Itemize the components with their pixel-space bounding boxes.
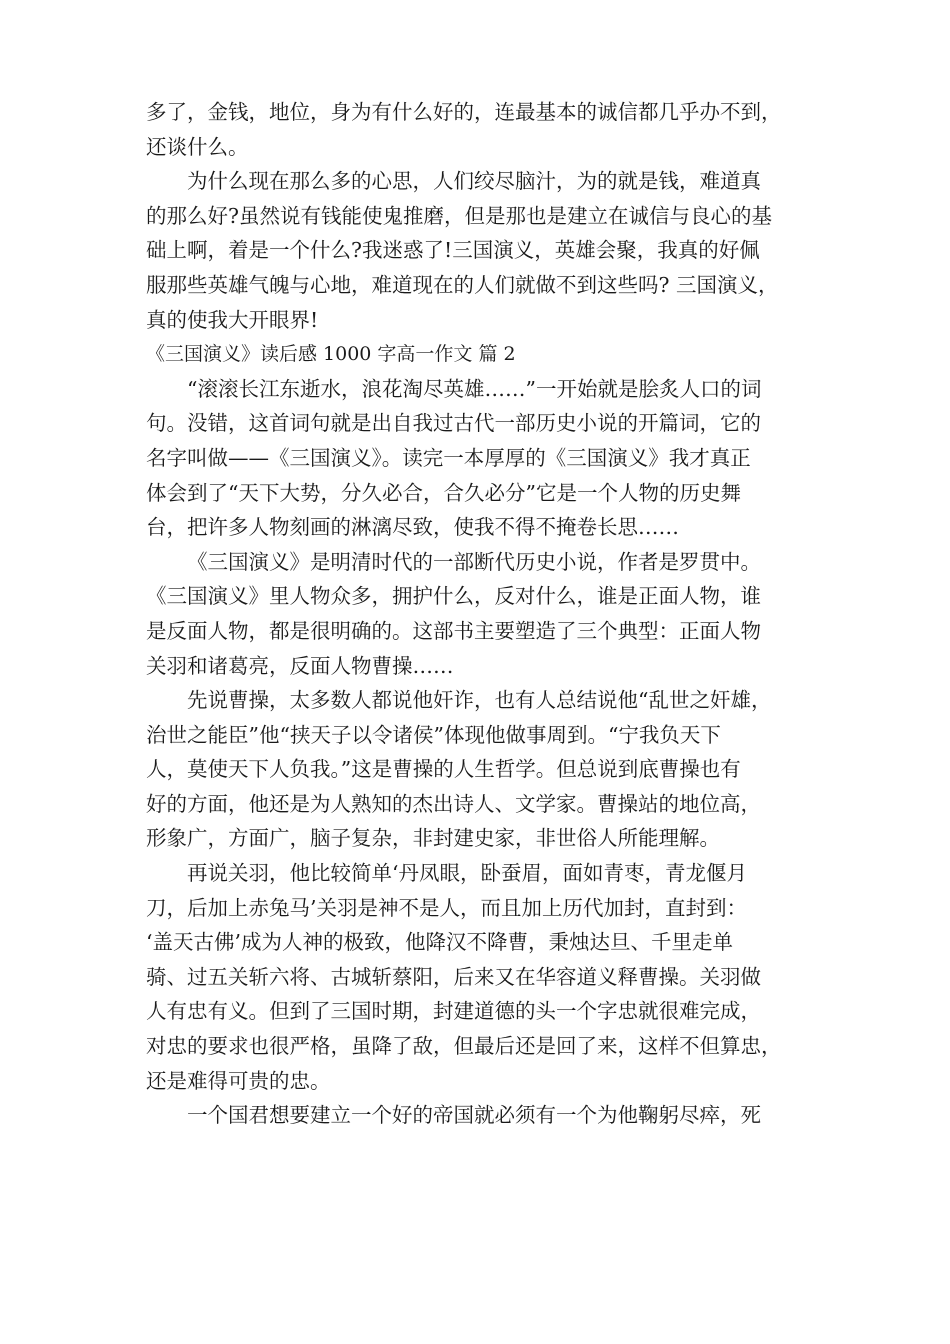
document-body [146, 95, 826, 1133]
text-line: 础上啊，着是一个什么?我迷惑了!三国演义，英雄会聚，我真的好佩 [146, 238, 760, 263]
text-line: 人，莫使天下人负我。”这是曹操的人生哲学。但总说到底曹操也有 [146, 757, 741, 782]
text-line: 的那么好?虽然说有钱能使鬼推磨，但是那也是建立在诚信与良心的基 [146, 203, 772, 228]
text-line: 好的方面，他还是为人熟知的杰出诗人、文学家。曹操站的地位高， [146, 791, 761, 816]
text-line: 服那些英雄气魄与心地，难道现在的人们就做不到这些吗? 三国演义， [146, 272, 779, 297]
section-heading: 《三国演义》读后感 1000 字高一作文 篇 2 [146, 343, 516, 366]
text-line: 先说曹操，太多数人都说他奸诈，也有人总结说他“乱世之奸雄， [187, 688, 772, 713]
text-line: 人有忠有义。但到了三国时期，封建道德的头一个字忠就很难完成， [146, 999, 761, 1024]
text-line: 《三国演义》是明清时代的一部断代历史小说，作者是罗贯中。 [187, 549, 761, 574]
text-line: 对忠的要求也很严格，虽降了敌，但最后还是回了来，这样不但算忠， [146, 1034, 782, 1059]
text-line: 刀，后加上赤兔马’关羽是神不是人，而且加上历代加封，直封到： [146, 895, 748, 920]
text-line: 台，把许多人物刻画的淋漓尽致，使我不得不掩卷长思…… [146, 515, 679, 540]
text-line: 还谈什么。 [146, 134, 249, 159]
text-line: ‘盖天古佛’成为人神的极致，他降汉不降曹，秉烛达旦、千里走单 [146, 930, 734, 955]
text-line: 一个国君想要建立一个好的帝国就必须有一个为他鞠躬尽瘁，死 [187, 1103, 761, 1128]
text-line: 名字叫做——《三国演义》。读完一本厚厚的《三国演义》我才真正 [146, 445, 751, 470]
text-line: 再说关羽，他比较简单‘丹凤眼，卧蚕眉，面如青枣，青龙偃月 [187, 861, 748, 886]
text-line: 句。没错，这首词句就是出自我过古代一部历史小说的开篇词，它的 [146, 411, 761, 436]
text-line: 体会到了“天下大势，分久必合，合久必分”它是一个人物的历史舞 [146, 480, 741, 505]
text-line: 治世之能臣”他“挟天子以令诸侯”体现他做事周到。“宁我负天下 [146, 722, 721, 747]
text-line: 骑、过五关斩六将、古城斩蔡阳，后来又在华容道义释曹操。关羽做 [146, 964, 761, 989]
text-line: 还是难得可贵的忠。 [146, 1068, 331, 1093]
text-line: 形象广，方面广，脑子复杂，非封建史家，非世俗人所能理解。 [146, 826, 720, 851]
text-line: 《三国演义》里人物众多，拥护什么，反对什么，谁是正面人物，谁 [146, 584, 761, 609]
text-line: 真的使我大开眼界! [146, 307, 319, 332]
text-line: 为什么现在那么多的心思，人们绞尽脑汁，为的就是钱，难道真 [187, 169, 761, 194]
text-line: 多了，金钱，地位，身为有什么好的，连最基本的诚信都几乎办不到， [146, 100, 782, 124]
text-line: “滚滚长江东逝水，浪花淘尽英雄……”一开始就是脍炙人口的词 [187, 376, 762, 401]
text-line: 是反面人物，都是很明确的。这部书主要塑造了三个典型：正面人物 [146, 618, 761, 643]
text-line: 关羽和诸葛亮，反面人物曹操…… [146, 653, 454, 678]
